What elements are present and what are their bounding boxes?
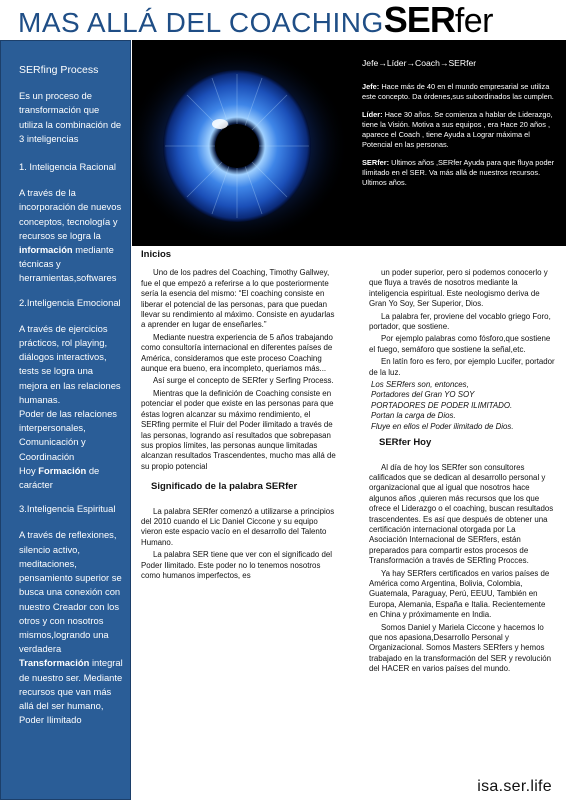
section-1-bold: información bbox=[19, 244, 73, 256]
infobox-jefe bbox=[362, 82, 558, 102]
section-3-text bbox=[19, 528, 124, 727]
eye-photo bbox=[132, 40, 350, 246]
lider-label: Líder: bbox=[362, 110, 383, 119]
section-3-bold: Transformación bbox=[19, 657, 90, 669]
italic-line: PORTADORES DE PODER ILIMITADO. bbox=[371, 400, 513, 410]
paragraph: Así surge el concepto de SERfer y Serfing Process. bbox=[153, 376, 334, 386]
paragraph: La palabra SERfer comenzó a utilizarse a principios del 2010 cuando el Lic Daniel Ciccone y su equipo vieron este espacio vacío en el desarrollo del Talento Humano. bbox=[141, 506, 335, 547]
section-2-bold: Formación bbox=[38, 464, 87, 476]
italic-line: Fluye en ellos el Poder ilimitado de Dios. bbox=[371, 421, 514, 431]
footer-url: isa.ser.life bbox=[477, 778, 552, 795]
paragraph: Por ejemplo palabras como fósforo,que sostiene el fuego, semáforo que sostiene la señal,etc. bbox=[369, 334, 551, 354]
paragraph: Uno de los padres del Coaching, Timothy Gallwey, fue el que empezó a referirse a lo que posteriormente sería la esencia del mismo: “El coaching consiste en liberar el potencial de las personas, para que puedan llevar su rendimiento al máximo. Consiste en ayudarlas a aprender en lugar de enseñarles.” bbox=[141, 268, 335, 330]
italic-line: Portan la carga de Dios. bbox=[371, 411, 456, 421]
infobox-heading: Jefe→Líder→Coach→SERfer bbox=[362, 58, 477, 68]
jefe-label: Jefe: bbox=[362, 82, 380, 91]
paragraph: Mientras que la definición de Coaching consiste en potenciar el poder que existe en las personas para que éstas logren alcanzar su máximo rendimiento, el SERfing permite el Fluir del Poder ilimitado a través de las personas, logrando así resultados que sobrepasan sus propios límites, las personas aunque limitadas alcanzan resultados Trascendentes, mucho mas allá de su propio potencial bbox=[141, 388, 336, 471]
section-2-text-b: Poder de las relaciones interpersonales, Comunicación y Coordinación bbox=[19, 408, 117, 462]
section-3-heading: 3.Inteligencia Espiritual bbox=[19, 503, 116, 515]
section-1-heading: 1. Inteligencia Racional bbox=[19, 161, 116, 173]
paragraph: Mediante nuestra experiencia de 5 años trabajando como consultoría internacional en diferentes países de América, consideramos que este proceso Coaching aunque era bueno, era incompleto, queriamos más... bbox=[141, 332, 333, 374]
infobox-lider bbox=[362, 110, 558, 150]
lider-text: Hace 30 años. Se comienza a hablar de Liderazgo, tiene la Visión. Motiva a sus equipos , era Hace 20 años , aparece el Coach , tiene Ayuda a Lograr máxima el Potencial en las personas. bbox=[362, 110, 553, 149]
section-2-text-c-post: de carácter bbox=[19, 464, 100, 491]
section-3-text-b: integral de nuestro ser. Mediante recursos que van más allá del ser humano, Poder Ilimitado bbox=[19, 657, 123, 726]
section-2-text-c-pre: Hoy bbox=[19, 464, 36, 476]
section-2-heading: 2.Inteligencia Emocional bbox=[19, 296, 121, 308]
eye-iris-icon bbox=[132, 40, 350, 246]
paragraph: Al día de hoy los SERfer son consultores calificados que se dedican al desarrollo personal y organizacional que al igual que nosotros hace algunos años ,quieren más recursos que los que ofrece el Liderazgo o el coaching, buscan resultados trascendentes. Es así que después de obtener una certificación internacional otorgada por La Asociación Internacional de SERfers, están preparados para compartir estos procesos de Transformación a través de SERfing Procces. bbox=[369, 462, 554, 566]
paragraph: La palabra SER tiene que ver con el significado del Poder Ilimitado. Este poder no lo tenemos nosotros como humanos imperfectos, es bbox=[141, 550, 332, 580]
sidebar-intro: Es un proceso de transformación que utiliza la combinación de 3 inteligencias bbox=[19, 90, 122, 144]
section-1-text-a: A través de la incorporación de nuevos conceptos, tecnología y recursos se logra la bbox=[19, 187, 122, 241]
section-2-text-c bbox=[19, 464, 124, 492]
section-1-text bbox=[19, 186, 124, 285]
article-column-2 bbox=[369, 268, 555, 677]
paragraph: En latín foro es fero, por ejemplo Lucifer, portador de la luz. bbox=[369, 357, 555, 377]
heading-serfer-hoy: SERfer Hoy bbox=[379, 437, 432, 449]
italic-line: Portadores del Gran YO SOY bbox=[371, 390, 475, 400]
sidebar-title: SERfing Process bbox=[19, 64, 99, 76]
paragraph: La palabra fer, proviene del vocablo griego Foro, portador, que sostiene. bbox=[369, 311, 551, 332]
italic-line: Los SERfers son, entonces, bbox=[371, 380, 469, 390]
paragraph: un poder superior, pero si podemos conocerlo y que fluya a través de nosotros mediante la inteligencia espiritual. Este neologismo deriva de Gran Yo Soy, Ser Superior, Dios. bbox=[369, 268, 548, 309]
sidebar-serfing-process bbox=[0, 40, 131, 800]
section-2-text-a: A través de ejercicios prácticos, rol playing, diálogos interactivos, tests se logra una mejora en las relaciones humanas. bbox=[19, 322, 121, 405]
infobox-serfer bbox=[362, 158, 558, 188]
article-column-1 bbox=[141, 248, 338, 583]
title-fer: fer bbox=[454, 2, 494, 40]
heading-significado: Significado de la palabra SERfer bbox=[151, 481, 298, 493]
title-ser: SER bbox=[383, 0, 455, 40]
section-1-text-b: mediante técnicas y herramientas,softwares bbox=[19, 244, 117, 284]
serfer-text: Ultimos años ,SERfer Ayuda para que fluya poder Ilimitado en el SER. Va más allá de nuestros recursos. Ultimos años. bbox=[362, 158, 555, 187]
jefe-text: Hace más de 40 en el mundo empresarial se utiliza este concepto. Da órdenes,sus subordinados las cumplen. bbox=[362, 82, 554, 101]
paragraph: Ya hay SERfers certificados en varios países de América como Argentina, Bolivia, Colombia, Guatemala, Paraguay, Perú, EEUU, También en Europa, Alemania, España e Italia. Recientemente en China y próximamente en India. bbox=[369, 568, 550, 620]
section-3-text-a: A través de reflexiones, silencio activo, meditaciones, pensamiento superior se busca una conexión con nuestro Creador con los otros y con nosotros mismos,logrando una verdadera bbox=[19, 529, 122, 655]
title-main: MAS ALLÁ DEL COACHING bbox=[18, 7, 384, 38]
heading-inicios: Inicios bbox=[141, 249, 172, 260]
role-evolution-box bbox=[350, 40, 566, 246]
page-title bbox=[18, 2, 493, 38]
serfer-label: SERfer: bbox=[362, 158, 390, 167]
paragraph: Somos Daniel y Mariela Ciccone y hacemos lo que nos apasiona,Desarrollo Personal y Organizacional. Somos Masters SERfers y hemos trabajado en la transformación del SER y revolución del HACER en varios países del mundo. bbox=[369, 622, 552, 674]
